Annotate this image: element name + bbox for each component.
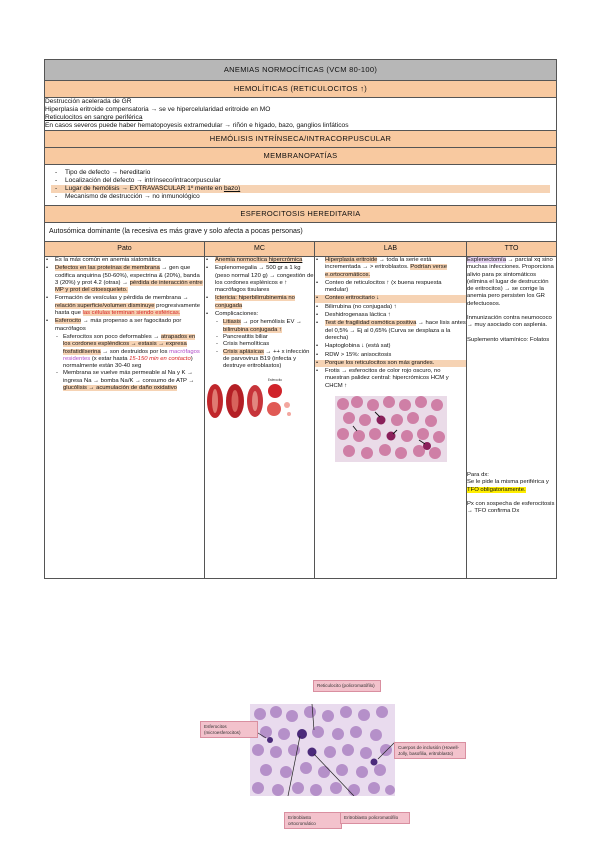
list-item: • Porque los reticulocitos son más grandes. — [315, 360, 466, 367]
cell — [353, 430, 365, 442]
tto-cell — [467, 257, 557, 579]
text: Es la más común en anemia siatomática — [55, 257, 161, 263]
list-item: - Mecanismo de destrucción → no inmunológico — [51, 193, 550, 201]
cell — [280, 766, 292, 778]
sub-item — [215, 349, 314, 371]
esferocitosis-desc: Autosómica dominante (la recesiva es más grave y solo afecta a pocas personas) — [45, 223, 557, 242]
list-item — [45, 295, 204, 317]
text: Esferocito — [55, 318, 82, 325]
list-item — [45, 257, 204, 264]
text: Crisis aplásicas — [223, 348, 264, 355]
cell — [300, 762, 312, 774]
cell — [260, 726, 272, 738]
cell — [380, 744, 392, 756]
cell — [304, 706, 316, 718]
pato-cell — [45, 257, 205, 579]
text: progresivamente hasta que — [55, 302, 201, 317]
text: (x estar hasta — [90, 355, 130, 362]
list-item — [315, 320, 466, 342]
cell — [356, 766, 368, 778]
tto-p3: Suplemento vitamínico: Folatos — [467, 336, 550, 343]
page-title: ANEMIAS NORMOCÍTICAS (VCM 80-100) — [45, 60, 557, 81]
text: → toda la serie está incrementada → > eritroblastos. — [325, 257, 432, 271]
text: ) normalmente están 30-40 seg — [63, 355, 193, 370]
cell — [407, 412, 419, 424]
lab-cell — [315, 257, 467, 579]
text: glucólisis → acumulación de daño oxidativo — [63, 385, 177, 392]
text: → gen que codifica anquirina (50-60%), espectrina & (20%), banda 3 (20%) y prot 4.2 (otras) → — [55, 265, 200, 286]
cell — [270, 746, 282, 758]
text: Test de fragilidad osmótica positiva — [325, 320, 417, 327]
cell — [324, 746, 336, 758]
membranopatias-header: MEMBRANOPATÍAS — [45, 148, 557, 165]
text: Defectos en las proteínas de membrana — [55, 265, 160, 272]
cell — [383, 396, 395, 408]
tto-p4 — [467, 479, 556, 494]
cell — [361, 447, 373, 459]
text: Se le pide la misma periférica y — [467, 479, 549, 486]
tto-p5: Px con sospecha de esferocitosis → TFO confirma Dx — [467, 500, 555, 515]
text: pérdida de interacción entre MP y prot del citoesqueleto. — [55, 279, 203, 294]
list-item: • Conteo de reticulocitos ↑ (x buena respuesta medular) — [315, 280, 466, 295]
document — [44, 59, 556, 579]
list-item: • Conteo eritrocitario ↓ — [315, 295, 466, 302]
cell — [376, 706, 388, 718]
cell — [337, 428, 349, 440]
list-item: • Bilirrubina (no conjugada) ↑ — [315, 304, 466, 311]
sub-item — [55, 334, 204, 370]
text: relación superficie/volumen disminuye — [55, 302, 155, 309]
text: Ictericia: hiperbilirrubinemia no conjugada — [215, 295, 295, 309]
cell — [343, 412, 355, 424]
list-item — [45, 318, 204, 392]
annotation-left: Esferocitos (microesferocitos) — [200, 721, 258, 738]
list-item — [205, 257, 314, 264]
cell — [270, 706, 282, 718]
line: Destrucción acelerada de GR — [45, 98, 132, 105]
cell — [340, 706, 352, 718]
list-item: • Haptoglobina ↓ (está sat) — [315, 343, 466, 350]
cell — [395, 447, 407, 459]
cell — [278, 728, 290, 740]
erythroblast — [267, 737, 273, 743]
cell — [374, 764, 386, 776]
cell — [379, 444, 391, 456]
esferocitosis-header: ESFEROCITOSIS HEREDITARIA — [45, 206, 557, 223]
cell — [330, 782, 342, 794]
text: Podrían verse e.ortocromáticos. — [325, 264, 447, 278]
list-item — [45, 265, 204, 294]
annotation-bottom-right: Eritroblasto policromatófilo — [340, 812, 410, 824]
col-header-mc: MC — [205, 242, 315, 257]
sub-item — [215, 319, 314, 334]
cell — [310, 784, 322, 796]
text: Anemia normocítica — [215, 257, 269, 263]
text: → por hemólisis EV → — [241, 319, 302, 326]
cell — [348, 784, 360, 796]
text: bazo) — [223, 185, 241, 192]
list-item: - Tipo de defecto → hereditario — [51, 169, 550, 177]
cell — [342, 744, 354, 756]
intrinseca-header: HEMÓLISIS INTRÍNSECA/INTRACORPUSCULAR — [45, 131, 557, 148]
cell — [337, 398, 349, 410]
text: Hiperplasia eritroide — [325, 257, 378, 263]
cell — [433, 431, 445, 443]
central-pallor — [252, 391, 258, 411]
vesicle — [287, 412, 291, 416]
text: atrapados en los cordones espléndicos → estasis → expresa fosfatidilserina — [63, 333, 196, 355]
cell — [351, 396, 363, 408]
cell — [391, 414, 403, 426]
text: macrófagos residentes — [63, 348, 200, 362]
line: En casos severos puede haber hematopoyesis extramedular → riñón e hígado, bazo, ganglios linfáticos — [45, 122, 349, 129]
list-item — [315, 257, 466, 279]
hemoliticas-header: HEMOLÍTICAS (RETICULOCITOS ↑) — [45, 81, 557, 98]
cell — [368, 782, 380, 794]
annotation-top: Reticulocito (policromatófilo) — [313, 680, 381, 692]
membranopatias-text — [45, 165, 557, 206]
cell — [332, 728, 344, 740]
annotated-smear — [250, 704, 395, 796]
tto-p4-heading: Para dx: — [467, 471, 489, 478]
vesicle — [284, 402, 290, 408]
cell — [318, 766, 330, 778]
text: Esplenomegalia → 500 gr a 1 kg (peso normal 120 g) → congestión de los cordones esplénicos e ↑ macrófagos tisulares — [215, 265, 314, 294]
cell — [260, 764, 272, 776]
cell — [252, 782, 264, 794]
cell — [358, 709, 370, 721]
sub-item: - Crisis hemolíticas — [215, 341, 314, 348]
text: Complicaciones: — [215, 311, 259, 318]
sub-item — [55, 370, 204, 392]
list-item: • Deshidrogenasa láctica ↑ — [315, 312, 466, 319]
text: Formación de vesículas y pérdida de membrana → — [55, 295, 189, 302]
col-header-pato: Pato — [45, 242, 205, 257]
line: Hiperplasia eritroide compensatoria → se ve hipercelularidad eritroide en MO — [45, 106, 271, 113]
list-item — [51, 185, 550, 193]
col-header-lab: LAB — [315, 242, 467, 257]
text: 15-150 min en contacto — [129, 355, 191, 362]
cell — [367, 399, 379, 411]
cell — [272, 784, 284, 796]
text: Esferocitos son poco deformables → — [63, 333, 161, 340]
cell — [292, 782, 304, 794]
tto-p1 — [467, 257, 556, 308]
list-item — [205, 311, 314, 370]
cell — [343, 445, 355, 457]
text: → son destruidos por los — [100, 348, 170, 355]
tto-p2: Inmunización contra neumococo → muy asociado con asplenia. — [467, 315, 552, 329]
cell — [370, 729, 382, 741]
cell — [252, 744, 264, 756]
text: Membrana se vuelve más permeable al Na y K → ingresa Na → bomba Na/K → consumo de ATP → — [63, 370, 195, 384]
cell — [336, 764, 348, 776]
spherocyte — [267, 402, 281, 416]
central-pallor — [212, 389, 218, 413]
annotation-bottom-left: Eritroblasto ortocromático — [284, 812, 342, 829]
list-item: • RDW > 15%: anisocitosis — [315, 352, 466, 359]
text: → más propenso a ser fagocitado por macrófagos — [55, 318, 182, 332]
list-item — [205, 265, 314, 294]
main-table — [44, 59, 557, 579]
cell — [286, 710, 298, 722]
text: → ++ x infección de parvovirus B19 (infecta y destruye eritroblastos) — [223, 348, 310, 370]
text: TFO obligatoriamente. — [467, 486, 526, 493]
red-cells-figure — [205, 375, 295, 421]
hemoliticas-text — [45, 98, 557, 131]
annotation-right: Cuerpos de inclusión (Howell-Jolly, basofilia, eritroblasto) — [394, 742, 466, 759]
list-item: • Frotis → esferocitos de color rojo oscuro, no muestran palidez central: hipercrómicos HCM y CHCM ↑ — [315, 368, 466, 390]
erythroblast — [371, 759, 378, 766]
cell — [417, 428, 429, 440]
text: hipercrómica — [268, 257, 303, 263]
text: Esplenectomía — [467, 257, 506, 263]
cell — [369, 428, 381, 440]
cell — [399, 399, 411, 411]
cell — [254, 708, 266, 720]
cell — [350, 726, 362, 738]
cell — [376, 416, 385, 425]
spherocyte — [268, 384, 282, 398]
text: Lugar de hemólisis → EXTRAVASCULAR 1º mente en — [65, 185, 224, 192]
text: → hace lisis antes del 0,5% → Ej al 0,65% (Curva se desplaza a la derecha) — [325, 320, 466, 341]
list-item: - Localización del defecto → intrínseco/intracorpuscular — [51, 177, 550, 185]
text: las células terminan siendo esféricas. — [82, 310, 181, 317]
text: bilirrubina conjugada ↑ — [223, 326, 282, 333]
list-item — [205, 295, 314, 310]
cell — [360, 747, 372, 759]
esferocito-label: Esferocito — [267, 378, 283, 383]
central-pallor — [232, 390, 239, 412]
cell — [425, 415, 437, 427]
cell — [385, 785, 395, 795]
line: Reticulocitos en sangre periférica — [45, 114, 143, 121]
erythroblast — [297, 729, 307, 739]
cell — [322, 710, 334, 722]
mc-cell — [205, 257, 315, 579]
text: → parcial xq sino muchas infecciones. Proporciona alivio para px sintomáticos (elimina el lugar de destrucción de eritrocitos) → se corrige la anemia pero persisten los GR defectuosos. — [467, 257, 554, 307]
blood-smear-figure — [335, 396, 447, 462]
text: Litiasis — [223, 319, 242, 326]
sub-item: - Pancreatitis biliar — [215, 334, 314, 341]
cell — [359, 414, 371, 426]
cell — [401, 430, 413, 442]
cell — [429, 447, 441, 459]
col-header-tto: TTO — [467, 242, 557, 257]
cell — [431, 399, 443, 411]
cell — [415, 396, 427, 408]
